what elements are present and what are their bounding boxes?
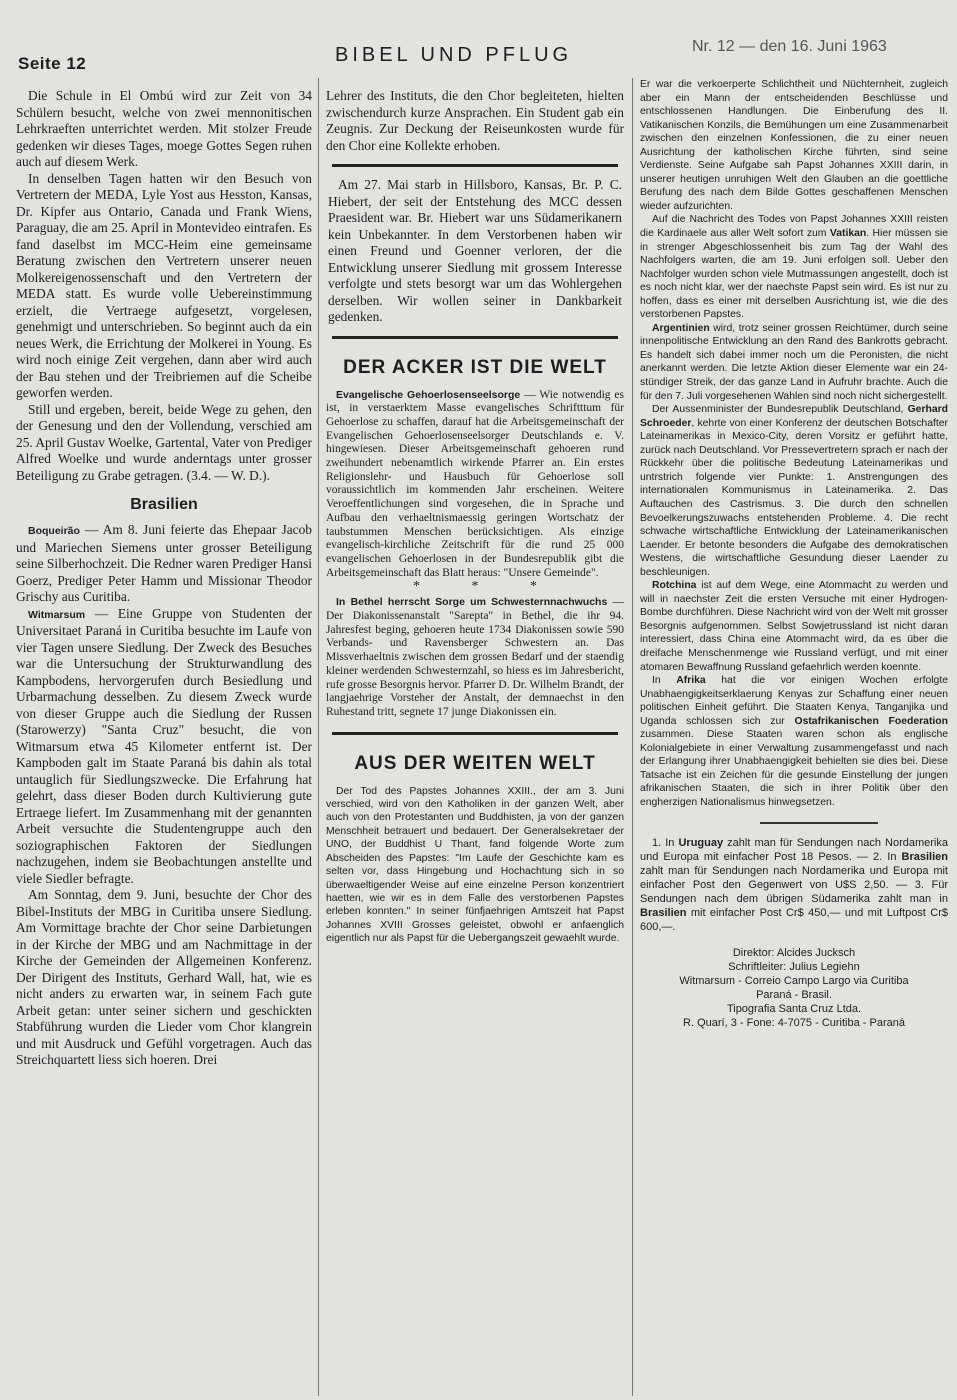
page-number: Seite 12 — [18, 54, 87, 73]
imprint-printer-address: R. Quarí, 3 - Fone: 4-7075 - Curitiba - Paraná — [683, 1016, 905, 1029]
paragraph: hat die vor einigen Wochen erfolgte Unabhaengigkeitserklaerung Kenyas zur Schaffung einer neuen politischen Einheit geführt. Die Staaten Kenya, Tanganjika und Uganda schlossen sich zur — [640, 675, 948, 727]
keyword-afrika: Afrika — [676, 675, 706, 687]
section-rule — [332, 336, 618, 339]
imprint — [640, 946, 948, 1030]
chor-continuation — [326, 88, 624, 154]
paragraph: Die Schule in El Ombú wird zur Zeit von 34 Schülern besucht, welche von zwei mennonitischen Lehrkraeften unterrichtet werden. Mit stolzer Freude gedenken wir dieses Tages, moege Gottes Segen ruhen auch auf diesem Werk. — [16, 88, 312, 169]
paragraph: Er war die verkoerperte Schlichtheit und Nüchternheit, zugleich aber ein Mann der entscheidenden Beschlüsse und entschlossenen Handlungen. Die Einberufung des II. Vatikanischen Konzils, die Bemühungen um eine Zusammenarbeit zwischen den einzelnen Konfessionen, die zu einer neuen Ausrichtung der katholischen Kirche führten, sind seine Verdienste. Seine Aufgabe sah Papst Johannes XXIII darin, in unserer heutigen unruhigen Welt den Glauben an die goettliche Berufung des nach dem Bilde Gottes geschaffenen Menschen wieder aufzurichten. — [640, 79, 948, 212]
section-stars: * * * — [413, 579, 561, 595]
imprint-printer: Tipografia Santa Cruz Ltda. — [726, 1002, 862, 1015]
keyword-rotchina: Rotchina — [652, 580, 697, 592]
masthead-title: BIBEL UND PFLUG — [335, 44, 573, 66]
paragraph: — Wie notwendig es ist, in verstaerktem Masse evangelisches Schriftttum für Gehoerlose zu schaffen, darauf hat die Arbeitsgemeinschaft der Evangelischen Gehoerlosenseelsorger Deutschlands e. V. hingewiesen. Dieser Arbeitsgemeinschaft gehoeren rund zweihundert nebenamtlich wirkende Pfarrer an. Ein erstes Religionslehr- und Hausbuch für Gehoerlose soll voraussichtlich im kommenden Jahr erscheinen. Weitere Veroeffentlichungen sind vorgesehen, die in Sprache und Aufbau den verhaeltnismaessig geringen Wortschatz der taubstummen Menschen berücksichtigen. Als einzige evangelisch-kirchliche Zeitschrift für die rund 25 000 evangelischen Gehoerlosen in der Bundesrepublik gibt die Arbeitsgemeinschaft das Blatt heraus: "Unsere Gemeinde". — [326, 388, 624, 579]
paragraph: Am 27. Mai starb in Hillsboro, Kansas, Br. P. C. Hiebert, der seit der Entstehung des MCC dessen Praesident war. Br. Hiebert war uns Südamerikanern kein Unbekannter. In dem Verstorbenen haben wir einen Freund und Goenner verloren, der die Entwicklung unserer Siedlung mit grossem Interesse verfolgte und stets besorgt war um das Wohlergehen derselben. Wir wollen seiner in Dankbarkeit gedenken. — [328, 177, 622, 324]
notice-text: zahlt man für Sendungen nach Nordamerika und Europa mit einfacher Post den Gegenwert von U$S 2,50. — 3. Für Sendungen nach dem übrigen Südamerika zahlt man in — [640, 864, 948, 905]
keyword-argentinien: Argentinien — [652, 322, 710, 334]
lead-boqueirao: Boqueirão — [28, 525, 80, 537]
lead-bethel: In Bethel herrscht Sorge um Schwesternnachwuchs — [336, 596, 608, 609]
notice-text: 1. In — [652, 836, 679, 849]
paragraph: Auf die Nachricht des Todes von Papst Johannes XXIII reisten die Kardinaele aus aller Welt sofort zum — [640, 214, 948, 240]
column-right — [640, 78, 948, 1396]
keyword-vatikan: Vatikan — [829, 228, 867, 240]
paragraph: In — [652, 675, 677, 687]
paragraph: Lehrer des Instituts, die den Chor begleiteten, hielten zwischendurch kurze Ansprachen. Ein Student gab ein Zeugnis. Zur Deckung der Reiseunkosten wurde für den Chor eine Kollekte erhoben. — [326, 88, 624, 153]
section-title-welt: AUS DER WEITEN WELT — [354, 752, 596, 774]
issue-date: Nr. 12 — den 16. Juni 1963 — [692, 38, 887, 55]
paragraph: Der Tod des Papstes Johannes XXIII., der am 3. Juni verschied, wird von den Katholiken in der ganzen Welt, aber auch von den Protestanten und Buddhisten, ja von der ganzen Menschheit betrauert und bedauert. Der Generalsekretaer der UNO, der Buddhist U Thant, fand folgende Worte zum Abscheiden des Papstes: "Im Laufe der Geschichte kam es selten vor, dass Hingebung und Hochachtung sich in so überwaeltigender Weise auf eine einzelne Person konzentriert haetten, wie wir es in dem Falle des verstorbenen Papstes erleben konnten." In seiner fünfjaehrigen Amtszeit hat Papst Johannes XVIII Grosses geleistet, obwohl er anfaenglich eigentlich nur als Papst für die Uebergangszeit gewaehlt wurde. — [326, 785, 624, 945]
column-left-text — [16, 88, 312, 484]
column-divider — [318, 78, 319, 1396]
imprint-address: Witmarsum - Correio Campo Largo via Curitiba — [679, 974, 909, 987]
section-title-brasilien: Brasilien — [130, 496, 198, 513]
paragraph: Der Aussenminister der Bundesrepublik Deutschland, — [652, 404, 908, 416]
paragraph: wird, trotz seiner grossen Reichtümer, durch seine innenpolitische Entwicklung an den Rand des Bankrotts gebracht. Es handelt sich dabei immer noch um die Peronisten, die nicht anerkannt werden. Die letzte Aktion dieser Elemente war ein 24-stündiger Streik, der das ganze Land in Aufruhr brachte. Auch die für den 7. Juli vorgesehenen Wahlen sind noch nicht sichergestellt. — [640, 322, 948, 402]
world-news-text — [640, 78, 948, 810]
acker-text — [326, 389, 624, 720]
notice-text: mit einfacher Post Cr$ 450,— und mit Luftpost Cr$ 600,—. — [640, 906, 948, 933]
keyword-foederation: Ostafrikanischen Foederation — [794, 715, 948, 727]
paragraph: zusammen. Diese Staaten waren schon als englische Kolonialgebiete in einer Verwaltung zusammengefasst und nach der Erlangung ihrer Unabhaengigkeit behielten sie dies bei. Diese Tatsache ist ein Zeichen für die gesunde Einstellung der jungen afrikanischen Staaten, die sich in ihrer Politik über den engherzigen Nationalismus hinwegsetzen. — [640, 729, 948, 808]
column-middle — [326, 88, 624, 1396]
paragraph: Am Sonntag, dem 9. Juni, besuchte der Chor des Bibel-Instituts der MBG in Curitiba unsere Siedlung. Am Vormittage brachte der Chor seine Darbietungen in der Kirche der MBG und am Nachmittage in der Kirche der Gemeinden der Allgemeinen Konferenz. Der Dirigent des Instituts, Gerhard Wall, hat, wie es nicht anders zu erwarten war, in seinem Fach gute Arbeit getan: unter seiner sichern und geschickten Stabführung wurden die Lieder vom Chor klangrein und mit Ausdruck und Gefühl vorgetragen. Auch das Streichquartett liess sich hoeren. Drei — [16, 887, 312, 1067]
paragraph: , kehrte von einer Konferenz der deutschen Botschafter Lateinamerikas in Mexico-City, deren Vorsitz er geführt hatte, zurück nach Deutschland. Vor Pressevertretern sprach er nach der Rückkehr über die politische Bedeutung Lateinamerikas und untrstrich folgende vier Punkte: 1. Anstrengungen des internationalen Kommunismus in Lateinamerika. 2. Das Auftauchen des Castrismus. 3. Die durch den schnellen Bevoelkerungszuwachs entstehenden Probleme. 4. Die recht schwache wirtschaftliche Entwicklung der Lateinamerikanischen Laender. Er betonte besonders die Aufgabe des demokratischen Westens, die wirtschaftliche Gesundung dieser Laender zu beschleunigen. — [640, 417, 948, 578]
lead-witmarsum: Witmarsum — [28, 608, 86, 621]
imprint-state: Paraná - Brasil. — [756, 988, 832, 1001]
notice-text: zahlt man für Sendungen nach Nordamerika und Europa mit einfacher Post 18 Pesos. — 2. In — [640, 836, 948, 863]
keyword-schroeder: Gerhard Schroeder — [640, 404, 948, 429]
paragraph: — Der Diakonissenanstalt "Sarepta" in Bethel, die ihr 94. Jahresfest beging, gehoeren heute 1734 Diakonissen sowie 590 Verbands- und Ravensberger Schwestern an. Das Missverhaeltnis zwischen dem grossen Bedarf und der staendig kleiner werdenden Schwesternzahl, so hiess es im Jahresbericht, rufe grosse Besorgnis hervor. Pfarrer D. Dr. Wilhelm Brandt, der langjaehrige Vorsteher der Anstalt, der demnaechst in den Ruhestand tritt, segnete 17 junge Diakonissen ein. — [326, 596, 624, 718]
keyword-brasilien: Brasilien — [901, 850, 948, 863]
welt-text — [326, 785, 624, 946]
section-rule — [760, 822, 878, 824]
paragraph: . Hier müssen sie in strenger Abgeschlossenheit bis zum Tag der Wahl des Nachfolgers warten, die am 19. Juni erfolgen soll. Ueber den Nachfolger wurden schon viele Mutmassungen angestellt, doch ist es noch nicht klar, wer der naechste Papst sein wird. Es ist nur zu hoffen, dass es einer mit derselben Ausrichtung ist, wie die des verstorbenen Papstes. — [640, 228, 948, 321]
paragraph: — Eine Gruppe von Studenten der Universitaet Paraná in Curitiba besuchte im Laufe von vier Tagen unsere Siedlung. Der Zweck des Besuches war die Untersuchung der Strukturwandlung des Kampbodens, hervorgerufen durch Besiedlung und Urbarmachung desselben. Zu diesem Zweck wurde von dieser Gruppe auch die Siedlung der Russen (Starowerzy) "Santa Cruz" besucht, die von Witmarsum etwa 45 Kilometer entfernt ist. Der Kampboden galt im Staate Paraná bis dahin als total untauglich für Siedlungszwecke. Die Erfahrung hat gelehrt, dass dieser Boden durch Kultivierung gute Ertraege liefert. Im Zusammenhang mit der genannten Arbeit versuchte die Studentengruppe auch den soziographischen Faktoren der Siedlungen nachzugehen, indem sie Beobachtungen anstellte und viele Siedler befragte. — [16, 605, 312, 886]
imprint-schriftleiter: Schriftleiter: Julius Legiehn — [728, 960, 860, 973]
keyword-brasilien: Brasilien — [640, 906, 687, 919]
brasilien-text — [16, 522, 312, 1069]
lead-gehoerlosenseelsorge: Evangelische Gehoerlosenseelsorge — [336, 388, 521, 401]
section-rule — [332, 164, 618, 167]
postage-notice — [640, 836, 948, 934]
section-rule — [332, 732, 618, 735]
hiebert-obituary — [326, 177, 624, 326]
page-header — [10, 38, 947, 72]
section-title-acker: DER ACKER IST DIE WELT — [343, 356, 607, 378]
paragraph: Still und ergeben, bereit, beide Wege zu gehen, den der Genesung und den der Vollendung, verschied am 25. April Gustav Woelke, Gartental, Vater von Prediger Alfred Woelke und wurde anderntags unter grosser Beteiligung zu Grabe getragen. (3.4. — W. D.). — [16, 401, 312, 483]
imprint-direktor: Direktor: Alcides Jucksch — [732, 946, 856, 959]
paragraph: In denselben Tagen hatten wir den Besuch von Vertretern der MEDA, Lyle Yost aus Hesston, Kansas, Dr. Kipfer aus Ontario, Canada und Frank Wiens, Paraguay, die am 25. April in Montevideo eintrafen. Es fand daselbst im MCC-Heim eine gemeinsame Beratung zwischen den Vertretern unserer neuen Molkereigenossenschaft und den Vertretern der MEDA statt. Es wurde volle Uebereinstimmung erzielt, die Vertraege aufgesetzt, vorgelesen, genehmigt und unterschrieben. So beginnt auch da ein neues Werk, die Errichtung der Molkerei in Young. Es wird noch einige Zeit vergehen, dann aber wird auch der Bau stehen und der Treibriemen auf die Scheibe geworfen werden. — [16, 170, 312, 400]
keyword-uruguay: Uruguay — [678, 836, 724, 849]
column-left — [16, 88, 312, 1396]
paragraph: — Am 8. Juni feierte das Ehepaar Jacob und Mariechen Siemens unter grosser Beteiligung seine Silberhochzeit. Die Redner waren Prediger Hansi Goerz, Prediger Peter Hamm und Missionar Theodor Grischy aus Curitiba. — [16, 522, 312, 604]
paragraph: ist auf dem Wege, eine Atommacht zu werden und will in naechster Zeit die ersten Versuche mit einer Hydrogen-Bombe durchführen. Diese Nachricht wird von der Welt mit grosser Besorgnis aufgenommen. Selbst Sowjetrussland ist nicht daran interessiert, dass China eine Atommacht wird, da es über die dreifache Menschenmenge wie Russland verfügt, und mit einer atomaren Bewaffnung Russland gefaehrlich werden koennte. — [640, 580, 948, 673]
column-divider — [632, 78, 633, 1396]
